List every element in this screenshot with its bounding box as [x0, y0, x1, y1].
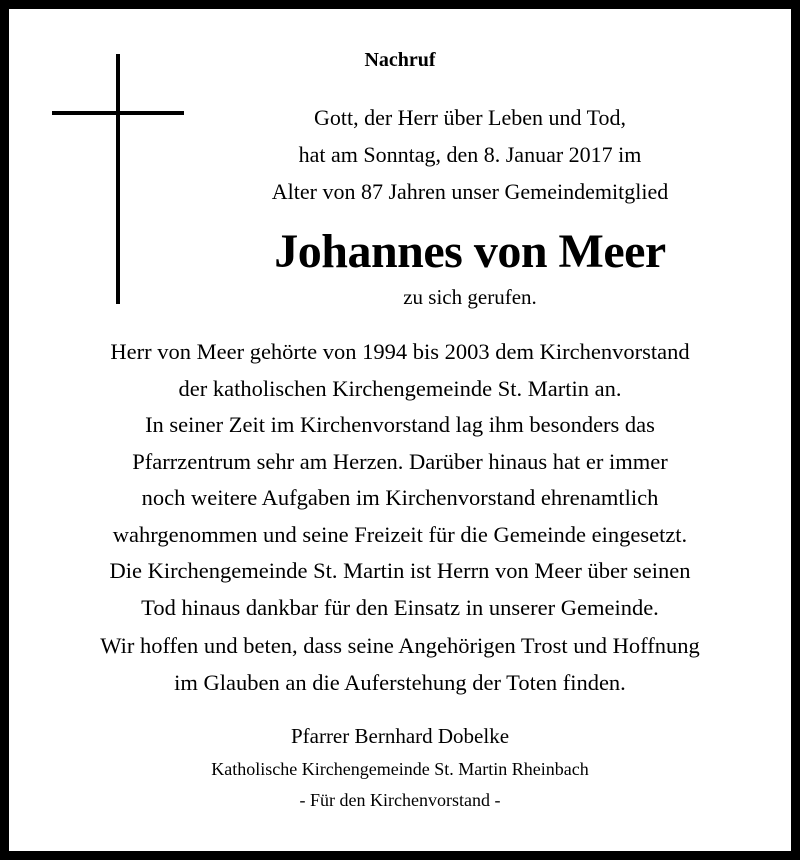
intro-text [200, 99, 740, 210]
tribute-line: Die Kirchengemeinde St. Martin ist Herrn von Meer über seinen [109, 558, 691, 583]
intro-line: Gott, der Herr über Leben und Tod, [313, 105, 627, 130]
intro-line: hat am Sonntag, den 8. Januar 2017 im [298, 142, 642, 167]
signature-organization: Katholische Kirchengemeinde St. Martin Rheinbach [211, 759, 589, 779]
notice-title: Nachruf [364, 49, 436, 71]
cross-vertical-bar [116, 54, 120, 304]
tribute-paragraph [30, 334, 770, 626]
tribute-line: In seiner Zeit im Kirchenvorstand lag ihm besonders das [145, 412, 655, 437]
cross-horizontal-bar [52, 111, 184, 115]
tribute-line: Pfarrzentrum sehr am Herzen. Darüber hinaus hat er immer [132, 448, 668, 474]
deceased-name: Johannes von Meer [274, 225, 666, 278]
prayer-line: im Glauben an die Auferstehung der Toten finden. [174, 669, 626, 695]
prayer-paragraph [30, 628, 770, 701]
prayer-line: Wir hoffen und beten, dass seine Angehörigen Trost und Hoffnung [100, 633, 700, 658]
tribute-line: Herr von Meer gehörte von 1994 bis 2003 dem Kirchenvorstand [110, 339, 690, 364]
tribute-line: Tod hinaus dankbar für den Einsatz in unserer Gemeinde. [141, 594, 659, 620]
signature-name: Pfarrer Bernhard Dobelke [290, 724, 510, 748]
tribute-line: noch weitere Aufgaben im Kirchenvorstand ehrenamtlich [141, 485, 659, 510]
tribute-line: wahrgenommen und seine Freizeit für die Gemeinde eingesetzt. [112, 521, 688, 547]
called-home-text: zu sich gerufen. [403, 285, 537, 309]
signature-on-behalf: - Für den Kirchenvorstand - [299, 790, 501, 810]
tribute-line: der katholischen Kirchengemeinde St. Martin an. [178, 375, 622, 401]
intro-line: Alter von 87 Jahren unser Gemeindemitglied [271, 179, 669, 204]
